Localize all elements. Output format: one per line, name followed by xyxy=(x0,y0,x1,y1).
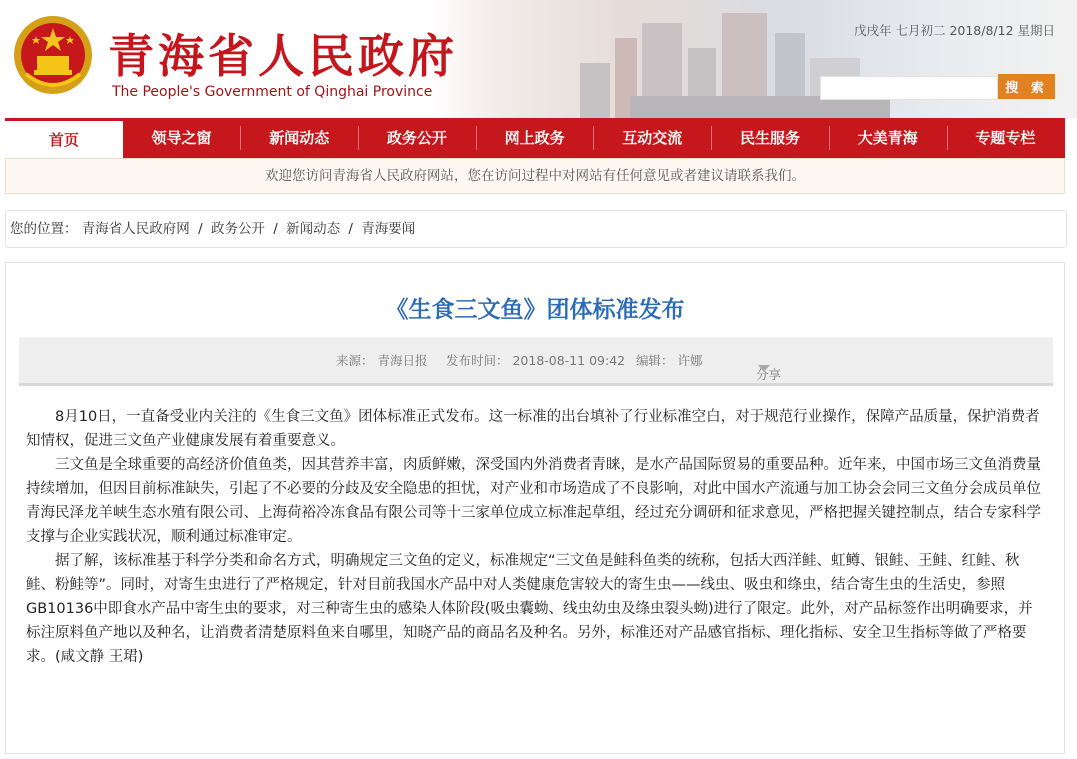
search-input[interactable] xyxy=(820,76,998,100)
share-label: 分享 xyxy=(756,367,782,382)
chevron-down-icon xyxy=(758,365,770,372)
article-title: 《生食三文鱼》团体标准发布 xyxy=(385,297,685,323)
nav-item-interaction[interactable]: 互动交流 xyxy=(593,118,711,158)
breadcrumb-label: 您的位置： xyxy=(10,221,78,237)
article-paragraph: 三文鱼是全球重要的高经济价值鱼类，因其营养丰富，肉质鲜嫩，深受国内外消费者青睐，是水产品国际贸易的重要品种。近年来，中国市场三文鱼消费量持续增加，但因目前标准缺失，引起了不必要的分歧及安全隐患的担忧，对产业和市场造成了不良影响，对此中国水产流通与加工协会会同三文鱼分会成员单位青海民泽龙羊峡生态水殖有限公司、上海荷裕冷冻食品有限公司等十三家单位成立标准起草组，经过充分调研和征求意见，严格把握关键控制点，结合专家科学支撑与企业实践状况，顺利通过标准审定。 xyxy=(26,457,1041,545)
city-banner-image xyxy=(430,0,1077,118)
site-subtitle: The People's Government of Qinghai Province xyxy=(112,84,433,100)
nav-item-special-topics[interactable]: 专题专栏 xyxy=(947,118,1065,158)
breadcrumb-item-qinghai-news[interactable]: 青海要闻 xyxy=(361,221,416,237)
breadcrumb-separator: / xyxy=(273,221,278,237)
breadcrumb-item-news[interactable]: 新闻动态 xyxy=(286,221,341,237)
nav-item-livelihood[interactable]: 民生服务 xyxy=(711,118,829,158)
breadcrumb-item-home[interactable]: 青海省人民政府网 xyxy=(81,221,190,237)
article-source: 来源： 青海日报 xyxy=(336,353,428,368)
nav-item-news[interactable]: 新闻动态 xyxy=(240,118,358,158)
article-body xyxy=(26,405,1046,669)
article-container xyxy=(5,262,1065,754)
search-button[interactable]: 搜 索 xyxy=(998,74,1055,99)
site-header xyxy=(0,0,1077,118)
article-paragraph: 据了解，该标准基于科学分类和命名方式，明确规定三文鱼的定义，标准规定“三文鱼是鲑科鱼类的统称，包括大西洋鲑、虹鳟、银鲑、王鲑、红鲑、秋鲑、粉鲑等”。同时，对寄生虫进行了严格规定，针对目前我国水产品中对人类健康危害较大的寄生虫——线虫、吸虫和绦虫，结合寄生虫的生活史，参照GB10136中即食水产品中寄生虫的要求，对三种寄生虫的感染人体阶段(吸虫囊蚴、线虫幼虫及绦虫裂头蚴)进行了限定。此外，对产品标签作出明确要求，并标注原料鱼产地以及种名，让消费者清楚原料鱼来自哪里，知晓产品的商品名及种名。另外，标准还对产品感官指标、理化指标、安全卫生指标等做了严格要求。(咸文静 王珺) xyxy=(26,553,1033,665)
main-nav xyxy=(5,118,1065,158)
national-emblem-icon xyxy=(12,14,94,96)
article-editor: 编辑： 许娜 xyxy=(636,353,703,368)
nav-item-government-affairs[interactable]: 政务公开 xyxy=(358,118,476,158)
article-paragraph: 8月10日，一直备受业内关注的《生食三文鱼》团体标准正式发布。这一标准的出台填补了行业标准空白，对于规范行业操作，保障产品质量，保护消费者知情权，促进三文鱼产业健康发展有着重要意义。 xyxy=(26,409,1040,449)
nav-item-leaders[interactable]: 领导之窗 xyxy=(151,129,212,147)
breadcrumb-separator: / xyxy=(348,221,353,237)
date-display: 戊戌年 七月初二 2018/8/12 星期日 xyxy=(854,23,1056,38)
breadcrumb-separator: / xyxy=(198,221,203,237)
welcome-message: 欢迎您访问青海省人民政府网站，您在访问过程中对网站有任何意见或者建议请联系我们。 xyxy=(5,158,1065,194)
article-publish-time: 发布时间： 2018-08-11 09:42 xyxy=(446,353,626,368)
site-title: 青海省人民政府 xyxy=(108,29,458,83)
breadcrumb xyxy=(5,210,1067,248)
article-meta-bar xyxy=(19,337,1053,386)
nav-item-beautiful-qinghai[interactable]: 大美青海 xyxy=(829,118,947,158)
breadcrumb-item-government-affairs[interactable]: 政务公开 xyxy=(210,221,265,237)
nav-item-online-services[interactable]: 网上政务 xyxy=(476,118,594,158)
nav-item-home[interactable]: 首页 xyxy=(5,118,123,158)
